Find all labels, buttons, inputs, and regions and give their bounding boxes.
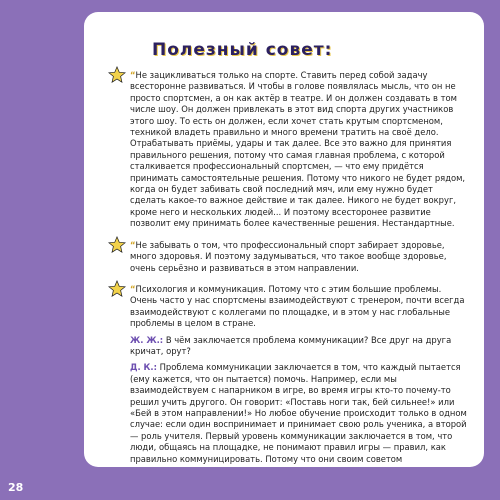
tip-section-2 [130,240,470,274]
star-icon [108,66,126,84]
open-quote: “ [130,70,136,80]
tip-section-3 [130,284,470,465]
speaker-label: Ж. Ж.: [130,334,164,345]
open-quote: “ [130,239,136,250]
speaker-label: Д. К.: [130,362,157,373]
star-icon [108,236,126,254]
dialogue-line: Д. К.: Проблема коммуникации заключается в том, что каждый пытается (ему кажется, что он пытается) помочь. Например, если мы взаимодействуем с напарником в игре, во время игры кто-то почему-то решил учить другого. Он говорит: «Поставь ноги так, бей сильнее!» или «Бей в этом направлении!» Но любое обучение происходит только в одном случае: если один воспринимает и принимает свою роль ученика, а второй — роль учителя. Первый уровень коммуникации заключается в том, что люди, общаясь на площадке, не понимают правил игры — правил, как правильно коммуницировать. Потому что они своим советом [130,362,467,464]
tip-title: Полезный совет: [152,40,333,60]
tip-text: “Не забывать о том, что профессиональный спорт забирает здоровье, много здоровья. И поэтому задумываться, что такое вообще здоровье, очень серьёзно и развиваться в этом направлении. [130,239,447,273]
page-number: 28 [8,481,24,494]
tip-section-1 [130,70,470,230]
tip-text: “Психология и коммуникация. Потому что с этим большие проблемы. Очень часто у нас спортсмены взаимодействуют с тренером, почти всегда взаимодействуют с коллегами по площадке, и в этом у нас глобальные проблемы в целом в стране. [130,283,465,329]
tip-text: “Не зацикливаться только на спорте. Ставить перед собой задачу всесторонне развиваться. И чтобы в голове появлялась мысль, что он не просто спортсмен, а он как актёр в театре. И он должен создавать в том числе шоу. Он должен привлекать в этот вид спорта других участников этого шоу. То есть он должен, если хочет стать крутым спортсменом, техникой владеть правильно и много времени тратить на своё дело. Отрабатывать приёмы, удары и так далее. Все это важно для принятия правильного решения, потому что самая главная проблема, с которой сталкивается профессиональный спортсмен, — что ему придётся принимать самостоятельные решения. Потому что никого не будет рядом, когда он будет забивать свой последний мяч, или ему нужно будет сделать какое-то важное действие и так далее. Никого не будет вокруг, кроме него и нескольких людей... И поэтому всесторонее развитие позволит ему принимать более качественные решения. Нестандартные. [130,70,466,229]
open-quote: “ [130,283,136,294]
dialogue-line: Ж. Ж.: В чём заключается проблема коммуникации? Все друг на друга кричат, орут? [130,334,452,356]
content-card [84,12,484,467]
star-icon [108,280,126,298]
